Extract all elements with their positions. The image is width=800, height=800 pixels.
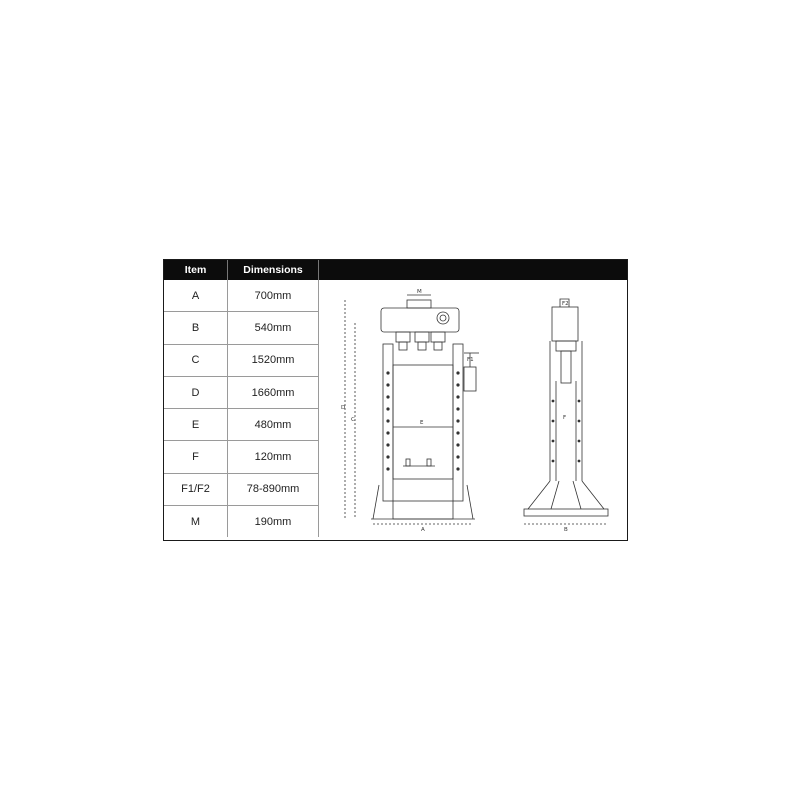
table-row <box>164 409 319 441</box>
item-cell: M <box>164 506 228 538</box>
dimension-cell: 540mm <box>228 312 319 344</box>
dimension-cell: 190mm <box>228 506 319 538</box>
label-c: C <box>351 417 355 423</box>
label-f1: F1 <box>467 357 474 363</box>
dimensions-table <box>164 280 319 537</box>
label-a: A <box>421 527 425 533</box>
label-m: M <box>417 289 422 295</box>
item-cell: C <box>164 344 228 376</box>
label-f: F <box>563 415 567 421</box>
item-cell: D <box>164 376 228 408</box>
dimension-cell: 480mm <box>228 409 319 441</box>
dimension-sheet <box>163 259 628 541</box>
dimension-cell: 700mm <box>228 280 319 312</box>
label-e: E <box>420 420 424 426</box>
item-cell: F1/F2 <box>164 473 228 505</box>
label-b: B <box>564 527 568 533</box>
table-row <box>164 312 319 344</box>
label-f2: F2 <box>562 301 569 307</box>
header-item: Item <box>184 264 207 276</box>
item-cell: A <box>164 280 228 312</box>
item-cell: F <box>164 441 228 473</box>
item-cell: B <box>164 312 228 344</box>
table-row <box>164 506 319 538</box>
dimension-cell: 1520mm <box>228 344 319 376</box>
dimension-cell: 120mm <box>228 441 319 473</box>
table-row <box>164 376 319 408</box>
label-d: D <box>341 405 346 411</box>
side-view <box>524 299 608 524</box>
table-row <box>164 441 319 473</box>
table-header-bar <box>164 260 627 280</box>
header-dimensions: Dimensions <box>243 264 303 276</box>
table-row <box>164 280 319 312</box>
dimension-cell: 78-890mm <box>228 473 319 505</box>
table-row <box>164 344 319 376</box>
dimension-cell: 1660mm <box>228 376 319 408</box>
table-row <box>164 473 319 505</box>
item-cell: E <box>164 409 228 441</box>
press-technical-drawing <box>319 281 626 539</box>
header-divider <box>318 260 319 280</box>
